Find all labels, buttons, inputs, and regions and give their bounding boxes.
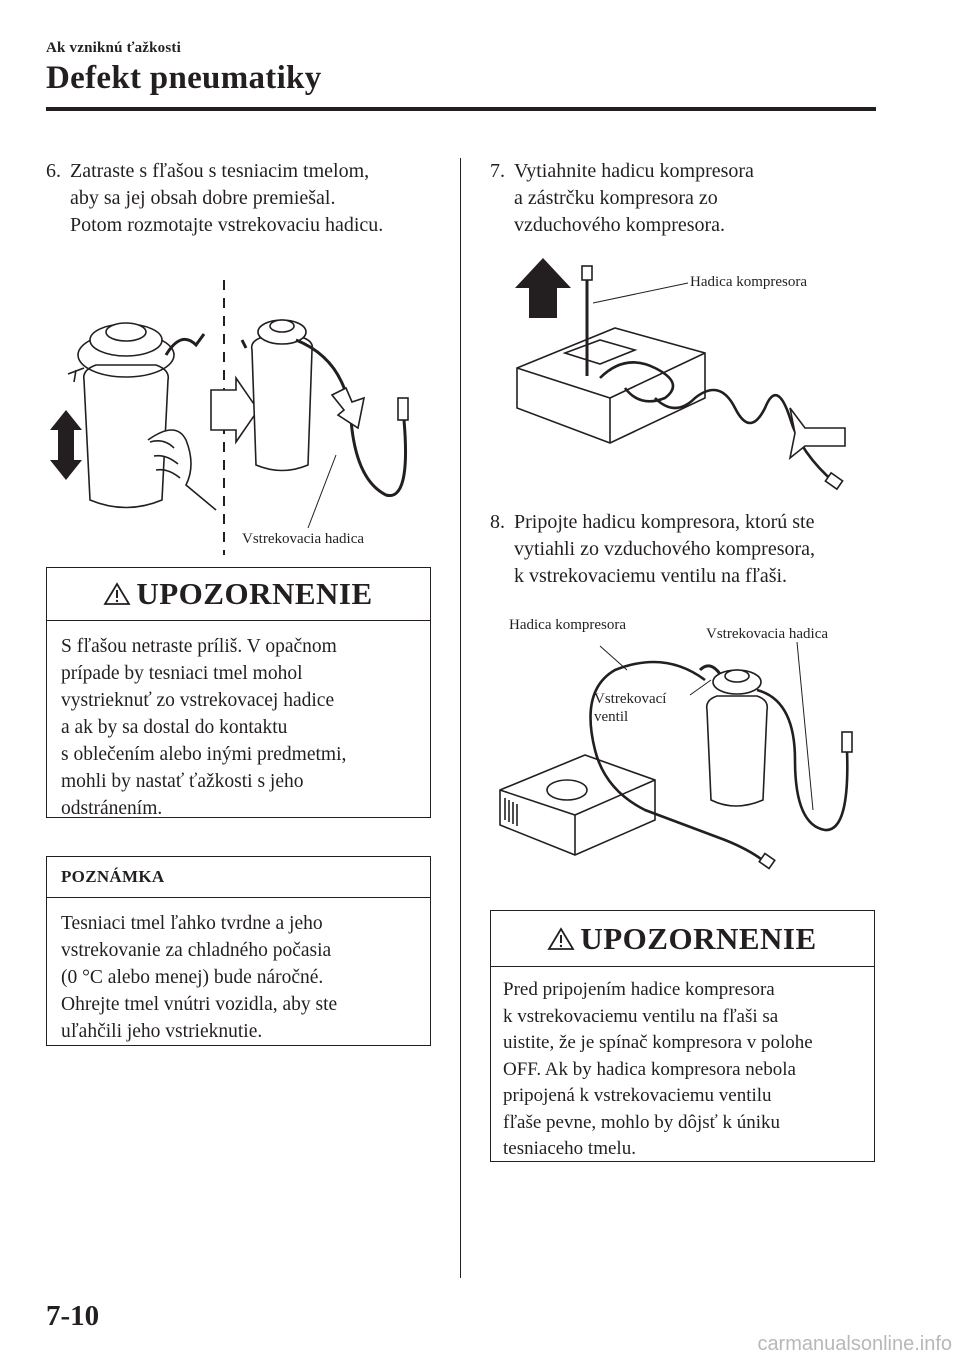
step-line: Pripojte hadicu kompresora, ktorú ste <box>514 511 815 533</box>
caution-line: uistite, že je spínač kompresora v polohe <box>503 1032 813 1053</box>
figure-caption-injection-hose: Vstrekovacia hadica <box>242 531 365 547</box>
page-number: 7-10 <box>46 1300 100 1332</box>
watermark: carmanualsonline.info <box>757 1333 952 1355</box>
caution-heading <box>47 568 430 621</box>
warning-triangle-icon <box>548 927 574 951</box>
step-line: aby sa jej obsah dobre premiešal. <box>70 187 336 209</box>
caution-body <box>491 967 874 1173</box>
figure-caption-compressor-hose: Hadica kompresora <box>690 274 808 290</box>
caution-line: fľaše pevne, mohlo by dôjsť k úniku <box>503 1111 781 1133</box>
step-line: a zástrčku kompresora zo <box>514 187 718 209</box>
figure-shake-bottle <box>46 270 436 560</box>
figure-caption-valve-line2: ventil <box>594 709 629 725</box>
note-line: vstrekovanie za chladného počasia <box>61 940 332 961</box>
step-number: 6. <box>46 160 61 182</box>
step-8 <box>490 509 890 590</box>
caution-line: a ak by sa dostal do kontaktu <box>61 717 288 738</box>
caution-body <box>47 621 430 834</box>
caution-line: Pred pripojením hadice kompresora <box>503 979 775 1000</box>
note-line: Ohrejte tmel vnútri vozidla, aby ste <box>61 994 338 1015</box>
caution-line: S fľašou netraste príliš. V opačnom <box>61 636 337 657</box>
step-number: 7. <box>490 160 505 182</box>
caution-box-right <box>490 910 875 1162</box>
title-rule <box>46 107 876 111</box>
figure-caption-valve-line1: Vstrekovací <box>594 691 667 707</box>
caution-line: prípade by tesniaci tmel mohol <box>61 663 303 684</box>
step-line: Potom rozmotajte vstrekovaciu hadicu. <box>70 214 384 236</box>
figure-caption-compressor-hose-2: Hadica kompresora <box>509 617 627 633</box>
caution-line: pripojená k vstrekovaciemu ventilu <box>503 1085 772 1106</box>
caution-line: k vstrekovaciemu ventilu na fľaši sa <box>503 1005 779 1027</box>
caution-line: vystrieknuť zo vstrekovacej hadice <box>61 690 335 711</box>
step-line: Vytiahnite hadicu kompresora <box>514 160 754 182</box>
note-line: Tesniaci tmel ľahko tvrdne a jeho <box>61 913 323 934</box>
note-heading: POZNÁMKA <box>47 857 430 898</box>
figure-connect-valve <box>495 640 865 880</box>
page-title: Defekt pneumatiky <box>46 60 322 96</box>
caution-line: OFF. Ak by hadica kompresora nebola <box>503 1058 796 1080</box>
step-number: 8. <box>490 511 505 533</box>
caution-heading-text: UPOZORNENIE <box>136 576 373 611</box>
step-line: Zatraste s fľašou s tesniacim tmelom, <box>70 160 370 182</box>
step-line: vzduchového kompresora. <box>514 214 726 236</box>
step-6 <box>46 158 446 239</box>
section-label: Ak vzniknú ťažkosti <box>46 40 181 56</box>
column-divider <box>460 158 461 1278</box>
figure-caption-injection-hose-2: Vstrekovacia hadica <box>706 626 829 642</box>
caution-line: mohli by nastať ťažkosti s jeho <box>61 771 304 792</box>
caution-heading <box>491 911 874 967</box>
note-box <box>46 856 431 1046</box>
step-line: vytiahli zo vzduchového kompresora, <box>514 538 816 560</box>
caution-line: tesniaceho tmelu. <box>503 1138 636 1159</box>
warning-triangle-icon <box>104 582 130 606</box>
caution-line: s oblečením alebo inými predmetmi, <box>61 744 347 765</box>
caution-heading-text: UPOZORNENIE <box>580 920 817 956</box>
note-line: (0 °C alebo menej) bude náročné. <box>61 967 324 988</box>
caution-box-left <box>46 567 431 818</box>
figure-compressor-hose <box>505 258 855 503</box>
caution-line: odstránením. <box>61 798 163 819</box>
note-body <box>47 898 430 1057</box>
step-7 <box>490 158 890 239</box>
note-line: uľahčili jeho vstrieknutie. <box>61 1021 263 1042</box>
step-line: k vstrekovaciemu ventilu na fľaši. <box>514 565 788 587</box>
